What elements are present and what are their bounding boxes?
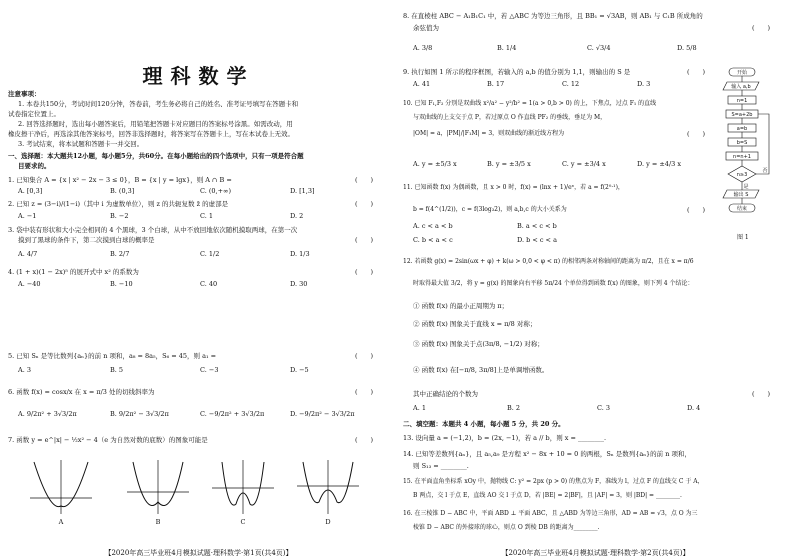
option: A. y = ±5/3 x: [413, 160, 457, 168]
flow-start-label: 开始: [736, 70, 748, 76]
question-stem-3: |OM| = a，|PM|/|F₁M| = 3，则双曲线的渐近线方程为: [413, 130, 565, 137]
option: B. 2/7: [110, 250, 130, 258]
option: A. 41: [413, 80, 431, 88]
option: A. 9/2π² + 3√3/2π: [18, 410, 77, 418]
answer-paren: ( ): [687, 130, 706, 138]
fill-question: B 两点，交 l 于点 E，直线 AO 交 l 于点 D，若 |BE| = 2|BF|，且 |AF| = 3，则 |BD| = ________.: [413, 492, 682, 499]
answer-paren: ( ): [355, 352, 374, 360]
fill-question: 15. 在平面直角坐标系 xOy 中，抛物线 C: y² = 2px (p > 0) 的焦点为 F，准线为 l，过点 F 的直线交 C 于 A，: [403, 478, 704, 485]
conclusion-item: ④ 函数 f(x) 在[−π/8, 3π/8]上是单调增函数。: [413, 366, 549, 374]
option: A. 4/7: [18, 250, 38, 258]
question-stem: 3. 袋中装有形状和大小完全相同的 4 个黑球，3 个白球，从中不放回地依次随机摸取两球，在第一次: [8, 226, 298, 234]
answer-paren: ( ): [752, 24, 771, 32]
option: C. y = ±3/4 x: [562, 160, 606, 168]
question-stem: 12. 若函数 g(x) = 2sin(ωx + φ) + k(ω > 0,0 < φ < π) 的相邻两条对称轴间的距离为 π/2，且在 x = π/6: [403, 258, 694, 265]
flow-end-label: 结束: [736, 206, 748, 212]
question-stem-2: 余弦值为: [413, 24, 439, 32]
option: D. 2: [290, 212, 304, 220]
option: B. a < c < b: [517, 222, 557, 230]
option: D. [1,3]: [290, 187, 315, 195]
answer-paren: ( ): [355, 200, 374, 208]
answer-paren: ( ): [687, 68, 706, 76]
question-stem: 6. 函数 f(x) = cosx/x 在 x = π/3 处的切线斜率为: [8, 388, 155, 396]
option: B. 17: [487, 80, 505, 88]
flow-input-label: 输入 a,b: [731, 84, 751, 90]
option: A. c < a < b: [413, 222, 453, 230]
option: C. 1/2: [200, 250, 220, 258]
option: B. y = ±3/5 x: [487, 160, 531, 168]
option: C. −3: [200, 366, 219, 374]
flow-decision-label: n≥3: [736, 172, 748, 178]
question-stem-2: 时取得最大值 3/2，将 y = g(x) 的图象向右平移 5π/24 个单位得到函数 f(x) 的图象，则下列 4 个结论：: [413, 280, 694, 287]
question-stem-2: 摸到了黑球的条件下，第二次摸到白球的概率是: [18, 236, 155, 244]
answer-paren: ( ): [355, 176, 374, 184]
answer-paren: ( ): [355, 436, 374, 444]
question-stem: 10. 已知 F₁,F₂ 分别是双曲线 x²/a² − y²/b² = 1(a > 0,b > 0) 的上，下焦点，过点 F₁ 的直线: [403, 100, 657, 107]
right-page: [397, 0, 794, 560]
option: B. 1/4: [497, 44, 517, 52]
page-title: 理科数学: [142, 64, 255, 88]
option: C. 1: [200, 212, 214, 220]
option: C. 12: [562, 80, 580, 88]
question-stem-2: b = f(4^(1/2))，c = f(3log₃2)，则 a,b,c 的大小关系为: [413, 206, 567, 213]
question-stem: 9. 执行如图 1 所示的程序框图，若输入的 a,b 的值分别为 1,1，则输出的 S 是: [403, 68, 631, 76]
option: D. 4: [687, 404, 701, 412]
section1-heading-2: 目要求的。: [18, 162, 51, 170]
flow-output-label: 输出 S: [733, 192, 749, 198]
question-stem: 1. 已知集合 A = {x | x² − 2x − 3 ≤ 0}，B = {x | y = lgx}，则 A ∩ B =: [8, 176, 232, 184]
question-stem: 8. 在直棱柱 ABC − A₁B₁C₁ 中，若 △ABC 为等边三角形，且 BB₁ = √3AB，则 AB₁ 与 C₁B 所成角的: [403, 12, 703, 20]
option: C. −9/2π² + 3√3/2π: [200, 410, 265, 418]
option: D. 3: [637, 80, 651, 88]
flow-yes-label: 是: [743, 184, 749, 190]
notes-line: 1. 本卷共150分，考试时间120分钟，答卷前，考生务必将自己的姓名、准考证号填写在答题卡和: [18, 100, 299, 108]
option: B. (0,3]: [110, 187, 135, 195]
flow-init-label: n=1: [736, 98, 748, 104]
graph-option-a: [28, 458, 94, 526]
notes-line: 橡皮擦干净后，再选涂其他答案标号，回答非选择题时，将答案写在答题卡上，写在本试卷上无效。: [8, 130, 294, 138]
conclusion-item: ① 函数 f(x) 的最小正周期为 π；: [413, 302, 509, 310]
footer-left: 【2020年高三毕业班4月模拟试题·理科数学·第1页(共4页)】: [104, 549, 293, 557]
graph-a-svg: [28, 458, 94, 516]
flow-a-label: a=b: [736, 126, 748, 132]
option: A. [0,3]: [18, 187, 43, 195]
option: D. 30: [290, 280, 308, 288]
flow-inc-label: n=n+1: [733, 154, 751, 160]
program-flowchart: [719, 66, 777, 246]
graph-d-svg: [295, 458, 361, 516]
option: C. b < a < c: [413, 236, 453, 244]
answer-paren: ( ): [355, 388, 374, 396]
answer-paren: ( ): [355, 268, 374, 276]
option: A. 3: [18, 366, 31, 374]
notes-line: 2. 回答选择题时，选出每小题答案后，用铅笔把答题卡对应题目的答案标号涂黑。如需改动，用: [18, 120, 293, 128]
graph-c-svg: [210, 458, 276, 516]
question-stem: 5. 已知 Sₙ 是等比数列{aₙ}的前 n 项和，a₈ = 8a₅，S₆ = 45，则 a₁ =: [8, 352, 217, 360]
fill-question: 14. 已知等差数列{aₙ}，且 a₅,a₉ 是方程 x² − 8x + 10 = 0 的两根，Sₙ 是数列{aₙ}的前 n 项和，: [403, 450, 691, 458]
option: B. −2: [110, 212, 129, 220]
notes-line: 试卷指定位置上。: [8, 110, 60, 118]
option: B. −10: [110, 280, 133, 288]
option: A. −1: [18, 212, 37, 220]
footer-right: 【2020年高三毕业班4月模拟试题·理科数学·第2页(共4页)】: [501, 549, 690, 557]
option: D. b < c < a: [517, 236, 557, 244]
option: C. 3: [597, 404, 611, 412]
option: D. −9/2π² − 3√3/2π: [290, 410, 355, 418]
section2-heading: 二、填空题：本题共 4 小题，每小题 5 分，共 20 分。: [403, 420, 565, 428]
conclusion-item: ③ 函数 f(x) 图象关于点(3π/8, −1/2) 对称；: [413, 340, 544, 348]
option: B. 9/2π² − 3√3/2π: [110, 410, 169, 418]
graph-label: D: [325, 518, 331, 526]
graph-b-svg: [125, 458, 191, 516]
option: B. 2: [507, 404, 521, 412]
option: C. 40: [200, 280, 218, 288]
figure-caption: 图 1: [737, 234, 749, 241]
graph-label: C: [240, 518, 246, 526]
option: D. −5: [290, 366, 309, 374]
option: D. 1/3: [290, 250, 310, 258]
flow-sum-label: S=a+2b: [731, 112, 753, 118]
flow-no-label: 否: [762, 168, 768, 174]
question-stem: 4. (1 + x)(1 − 2x)⁵ 的展开式中 x² 的系数为: [8, 268, 139, 276]
graph-option-c: [210, 458, 276, 526]
notes-line: 3. 考试结束，将本试题和答题卡一并交回。: [18, 140, 144, 148]
question-tail: 其中正确结论的个数为: [413, 390, 478, 398]
fill-question: 16. 在三棱锥 D − ABC 中，平面 ABD ⊥ 平面 ABC，且 △ABD 为等边三角形，AD = AB = √3，点 O 为三: [403, 510, 698, 517]
answer-paren: ( ): [687, 206, 706, 214]
option: D. y = ±4/3 x: [637, 160, 682, 168]
fill-question: 则 S₁₃ = ________.: [413, 462, 469, 470]
option: B. 5: [110, 366, 124, 374]
option: A. 3/8: [413, 44, 433, 52]
fill-question: 棱锥 D − ABC 的外接球的球心，则点 O 到棱 DB 的距离为________.: [413, 524, 600, 531]
question-stem-2: 与双曲线的上支交于点 P，若过原点 O 作直线 PF₂ 的垂线，垂足为 M，: [413, 114, 607, 121]
notes-heading: 注意事项：: [8, 90, 41, 98]
option: A. −40: [18, 280, 41, 288]
option: A. 1: [413, 404, 426, 412]
question-stem: 2. 已知 z = (3−i)/(1−i)（其中 i 为虚数单位），则 z 的共轭复数 z̄ 的虚部是: [8, 200, 229, 208]
graph-option-b: [125, 458, 191, 526]
answer-paren: ( ): [355, 236, 374, 244]
question-stem: 7. 函数 y = e^|x| − ½x² − 4（e 为自然对数的底数）的图象可能是: [8, 436, 208, 444]
option: C. √3/4: [587, 44, 611, 52]
question-stem: 11. 已知函数 f(x) 为偶函数，且 x > 0 时，f(x) = (lnx + 1)/eˣ，若 a = f(2⁰·¹)，: [403, 184, 624, 191]
graph-label: A: [58, 518, 64, 526]
answer-paren: ( ): [752, 390, 771, 398]
graph-label: B: [155, 518, 161, 526]
fill-question: 13. 设向量 a = (−1,2)，b = (2x, −1)，若 a // b，则 x = ________.: [403, 434, 607, 442]
section1-heading: 一、选择题：本大题共12小题，每小题5分，共60分。在每小题给出的四个选项中，只有一项是符合题: [8, 152, 304, 160]
graph-option-d: [295, 458, 361, 526]
conclusion-item: ② 函数 f(x) 图象关于直线 x = π/8 对称；: [413, 320, 537, 328]
option: D. 5/8: [677, 44, 697, 52]
flow-b-label: b=S: [736, 140, 748, 146]
option: C. (0,+∞): [200, 187, 232, 195]
